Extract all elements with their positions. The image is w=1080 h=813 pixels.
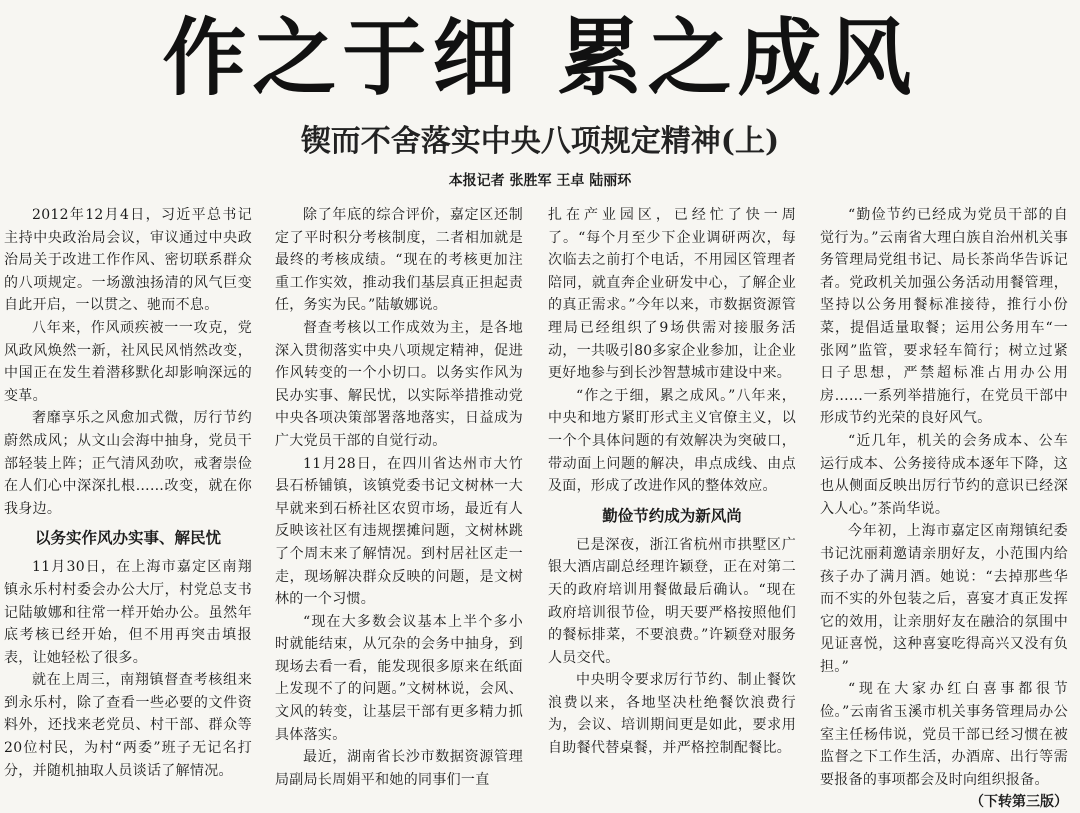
paragraph: “现在大家办红白喜事都很节俭。”云南省玉溪市机关事务管理局办公室主任杨伟说，党员干部已经习惯在被监督之下工作生活，办酒席、出行等需要报备的事项都会及时向组织报备。 — [820, 681, 1068, 788]
paragraph: 2012年12月4日，习近平总书记主持中央政治局会议，审议通过中央政治局关于改进工作作风、密切联系群众的八项规定。一场激浊扬清的风气巨变自此开启，一以贯之、驰而不息。 — [4, 207, 252, 314]
paragraph: 今年初，上海市嘉定区南翔镇纪委书记沈丽莉邀请亲朋好友，小范围内给孩子办了满月酒。她说：“去掉那些华而不实的外包装之后，喜宴才真正发挥它的效用，让亲朋好友在融洽的氛围中见证喜悦，这种喜宴吃得高兴又没有负担。” — [820, 523, 1068, 675]
paragraph: 扎在产业园区，已经忙了快一周了。“每个月至少下企业调研两次，每次临去之前打个电话，不用园区管理者陪同，就直奔企业研发中心，了解企业的真正需求。”今年以来，市数据资源管理局已经组织了9场供需对接服务活动，一共吸引80多家企业参加，让企业更好地参与到长沙智慧城市建设中来。 — [548, 207, 796, 382]
section-heading: 以务实作风办实事、解民忧 — [34, 529, 221, 548]
article-column-3 — [548, 204, 796, 778]
headline: 作之于细 累之成风 — [162, 9, 918, 107]
paragraph: 督查考核以工作成效为主，是各地深入贯彻落实中央八项规定精神，促进作风转变的一个小切口。以务实作风为民办实事、解民忧，以实际举措推动党中央各项决策部署落地落实，日益成为广大党员干部的自觉行动。 — [275, 319, 523, 449]
paragraph: 11月30日，在上海市嘉定区南翔镇永乐村村委会办公大厅，村党总支书记陆敏娜和往常一样开始办公。虽然年底考核已经开始，但不用再突击填报表，让她轻松了很多。 — [4, 559, 252, 666]
paragraph: 最近，湖南省长沙市数据资源管理局副局长周娟平和她的同事们一直 — [275, 749, 523, 788]
paragraph: 11月28日，在四川省达州市大竹县石桥铺镇，该镇党委书记文树林一大早就来到石桥社区农贸市场，最近有人反映该社区有违规摆摊问题，文树林跳了个周末来了解情况。到村居社区走一走，现场解决群众反映的问题，是文树林的一个习惯。 — [275, 455, 523, 608]
paragraph: 除了年底的综合评价，嘉定区还制定了平时积分考核制度，二者相加就是最终的考核成绩。“现在的考核更加注重工作实效，推动我们基层真正担起责任，务实为民。”陆敏娜说。 — [275, 207, 523, 314]
paragraph: 中央明令要求厉行节约、制止餐饮浪费以来，各地坚决杜绝餐饮浪费行为，会议、培训期间更是如此，要求用自助餐代替桌餐，并严格控制配餐比。 — [548, 672, 796, 757]
section-heading: 勤俭节约成为新风尚 — [602, 506, 742, 525]
subtitle: 锲而不舍落实中央八项规定精神(上) — [300, 124, 780, 159]
paragraph: 就在上周三，南翔镇督查考核组来到永乐村，除了查看一些必要的文件资料外，还找来老党员、村干部、群众等20位村民，为村“两委”班子无记名打分，并随机抽取人员谈话了解情况。 — [4, 672, 252, 779]
paragraph: “现在大多数会议基本上半个多小时就能结束，从冗杂的会务中抽身，到现场去看一看，能发现很多原来在纸面上发现不了的问题。”文树林说，会风、文风的转变，让基层干部有更多精力抓具体落实。 — [275, 613, 523, 743]
paragraph: 已是深夜，浙江省杭州市拱墅区广银大酒店副总经理许颖登，正在对第二天的政府培训用餐做最后确认。“现在政府培训很节俭，明天要严格按照他们的餐标排菜，不要浪费。”许颖登对服务人员交代。 — [548, 536, 796, 666]
article-column-2 — [275, 204, 523, 788]
article-column-1 — [4, 204, 252, 778]
paragraph: “近几年，机关的会务成本、公车运行成本、公务接待成本逐年下降，这也从侧面反映出厉行节约的意识已经深入人心。”茶尚华说。 — [820, 432, 1068, 517]
continued-note: （下转第三版） — [970, 794, 1068, 811]
paragraph: “勤俭节约已经成为党员干部的自觉行为。”云南省大理白族自治州机关事务管理局党组书记、局长茶尚华告诉记者。党政机关加强公务活动用餐管理，坚持以公务用餐标准接待，推行小份菜，提倡适量取餐；运用公务用车“一张网”监管，要求轻车简行；树立过紧日子思想，严禁超标准占用办公用房……一系列举措施行，在党员干部中形成节约光荣的良好风气。 — [820, 207, 1068, 427]
paragraph: “作之于细，累之成风。”八年来，中央和地方紧盯形式主义官僚主义，以一个个具体问题的有效解决为突破口，带动面上问题的解决，串点成线、由点及面，形成了改进作风的整体效应。 — [548, 387, 796, 495]
byline: 本报记者 张胜军 王卓 陆丽环 — [448, 173, 632, 189]
paragraph: 八年来，作风顽疾被一一攻克，党风政风焕然一新，社风民风悄然改变，中国正在发生着潜移默化却影响深远的变革。 — [4, 319, 252, 404]
article-column-4 — [820, 204, 1068, 811]
paragraph: 奢靡享乐之风愈加式微，厉行节约蔚然成风；从文山会海中抽身，党员干部轻装上阵；正气清风劲吹，戒奢崇俭在人们心中深深扎根……改变，就在你我身边。 — [4, 410, 252, 517]
